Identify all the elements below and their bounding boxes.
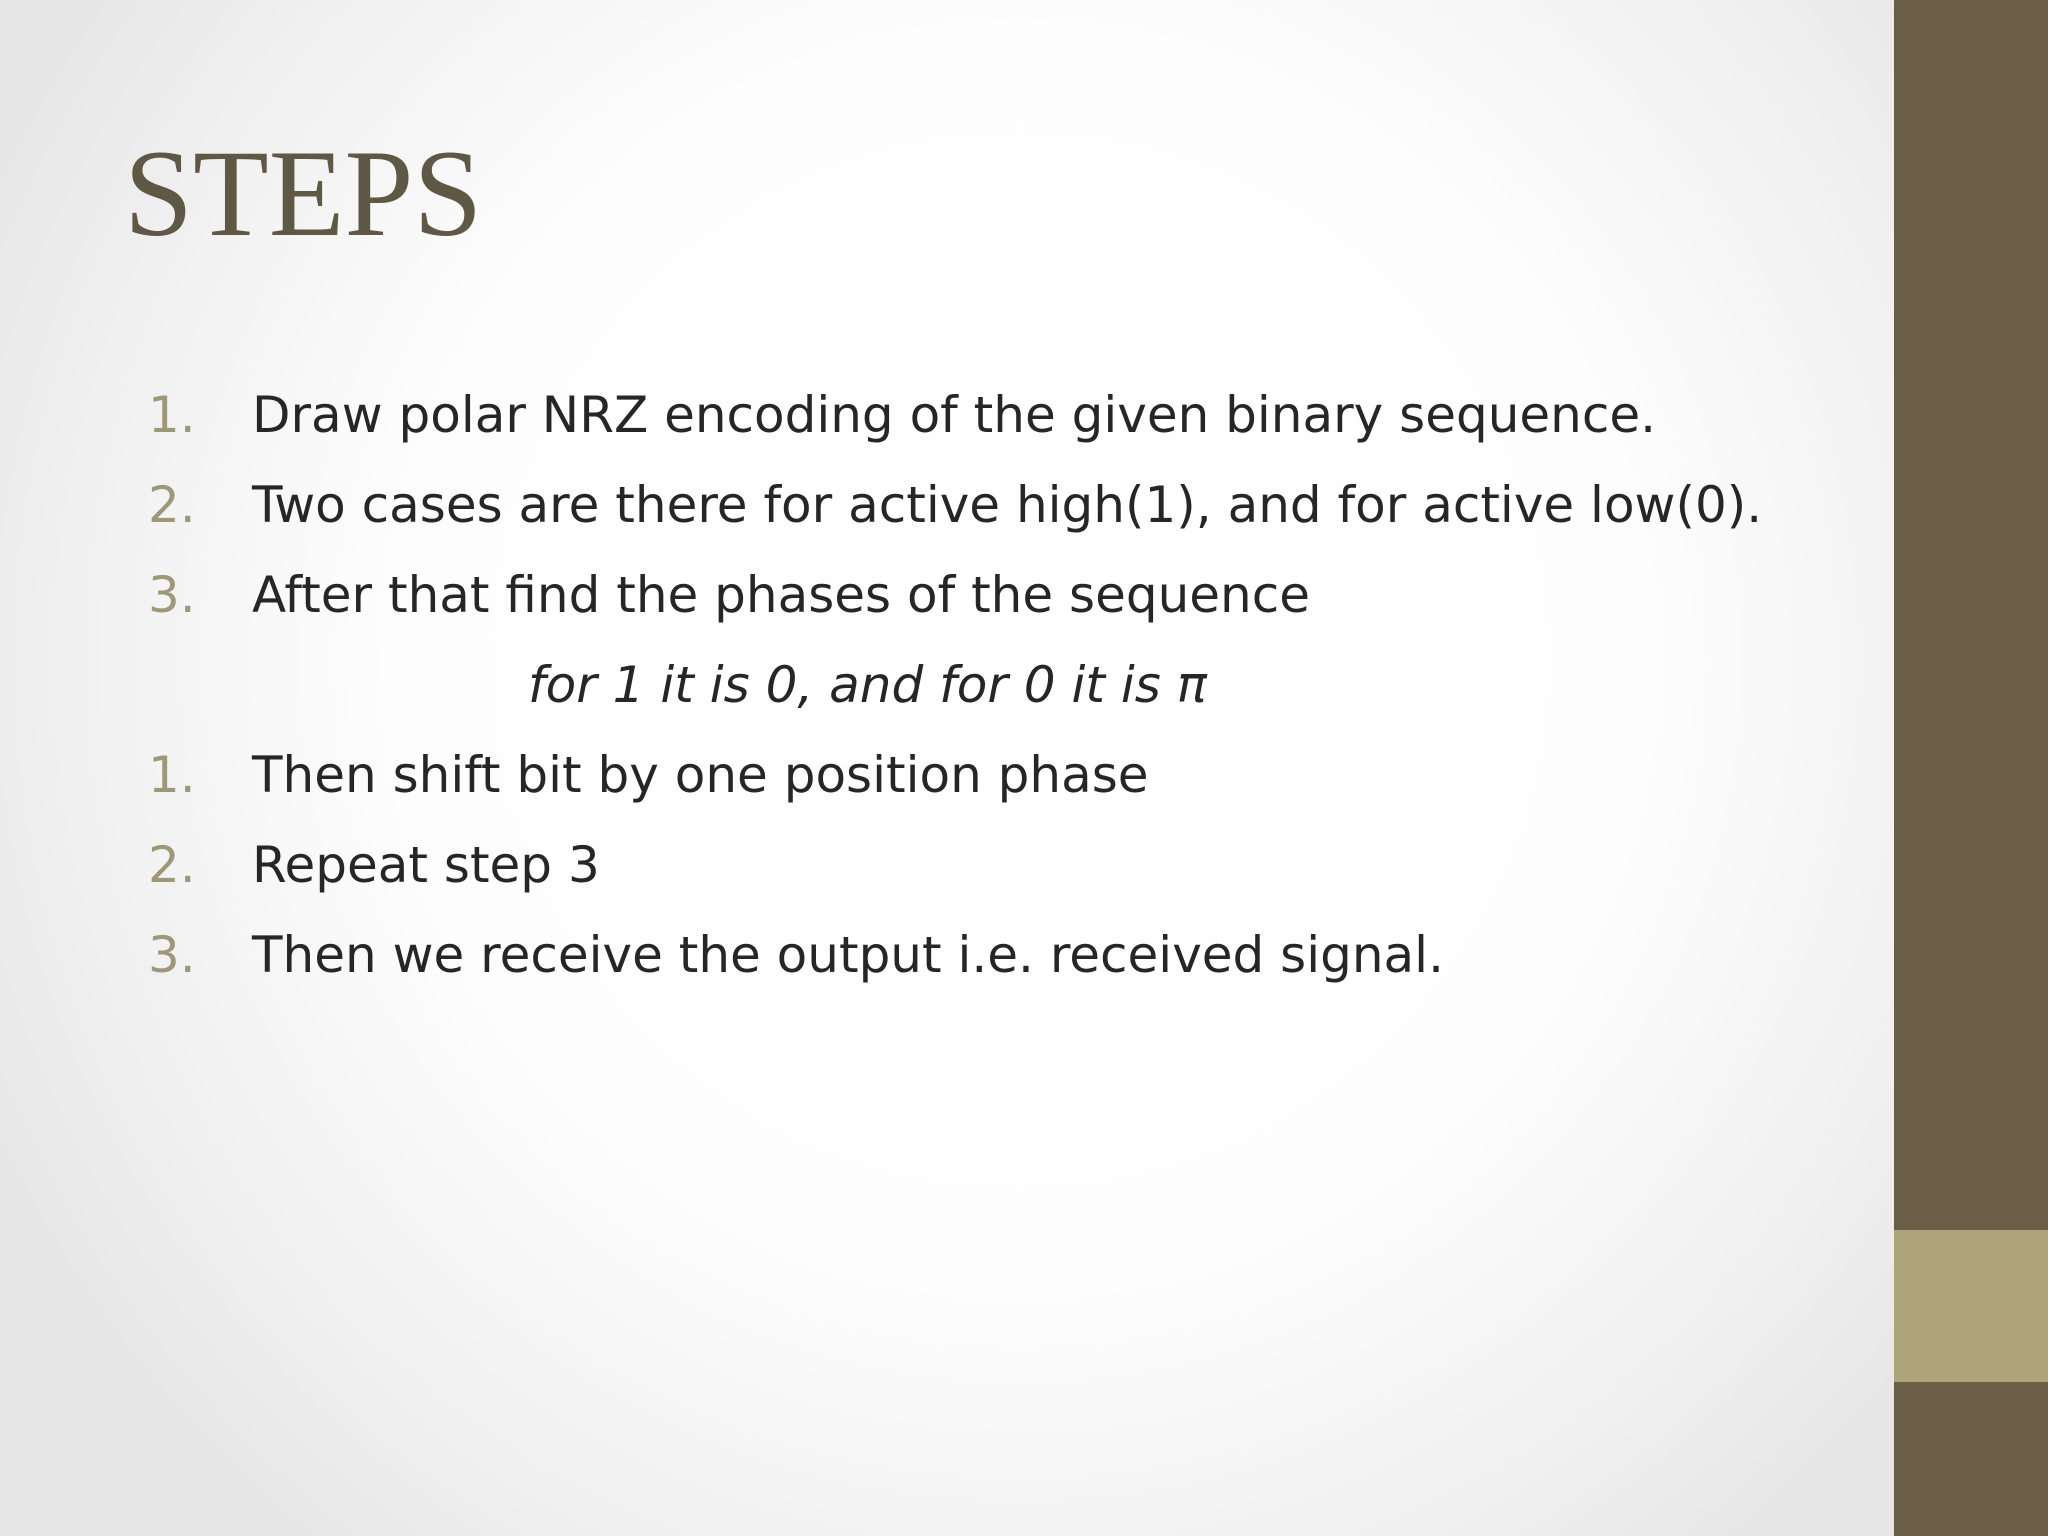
list-item [0,910,1880,1000]
list-item-text: Draw polar NRZ encoding of the given binary sequence. [252,386,1657,444]
list-item-number: 3. [148,926,196,984]
slide-title: STEPS [124,125,483,262]
list-item-text: Repeat step 3 [252,836,600,894]
list-item-text: Then we receive the output i.e. received signal. [252,926,1444,984]
list-item [0,820,1880,910]
list-item [0,370,1880,460]
list-item [0,550,1880,640]
list-item-number: 1. [148,746,196,804]
list-item-number: 2. [148,836,196,894]
phase-note: for 1 it is 0, and for 0 it is π [528,656,1207,714]
list-item-text: Then shift bit by one position phase [252,746,1149,804]
list-item-text: After that find the phases of the sequence [252,566,1310,624]
steps-list [0,370,1880,1000]
decorative-sidebar [1894,0,2048,1536]
phase-note-row [0,640,1880,730]
list-item [0,460,1880,550]
list-item-text: Two cases are there for active high(1), and for active low(0). [252,476,1763,534]
list-item-number: 1. [148,386,196,444]
list-item-number: 3. [148,566,196,624]
list-item-number: 2. [148,476,196,534]
list-item [0,730,1880,820]
sidebar-accent-block [1894,1230,2048,1382]
